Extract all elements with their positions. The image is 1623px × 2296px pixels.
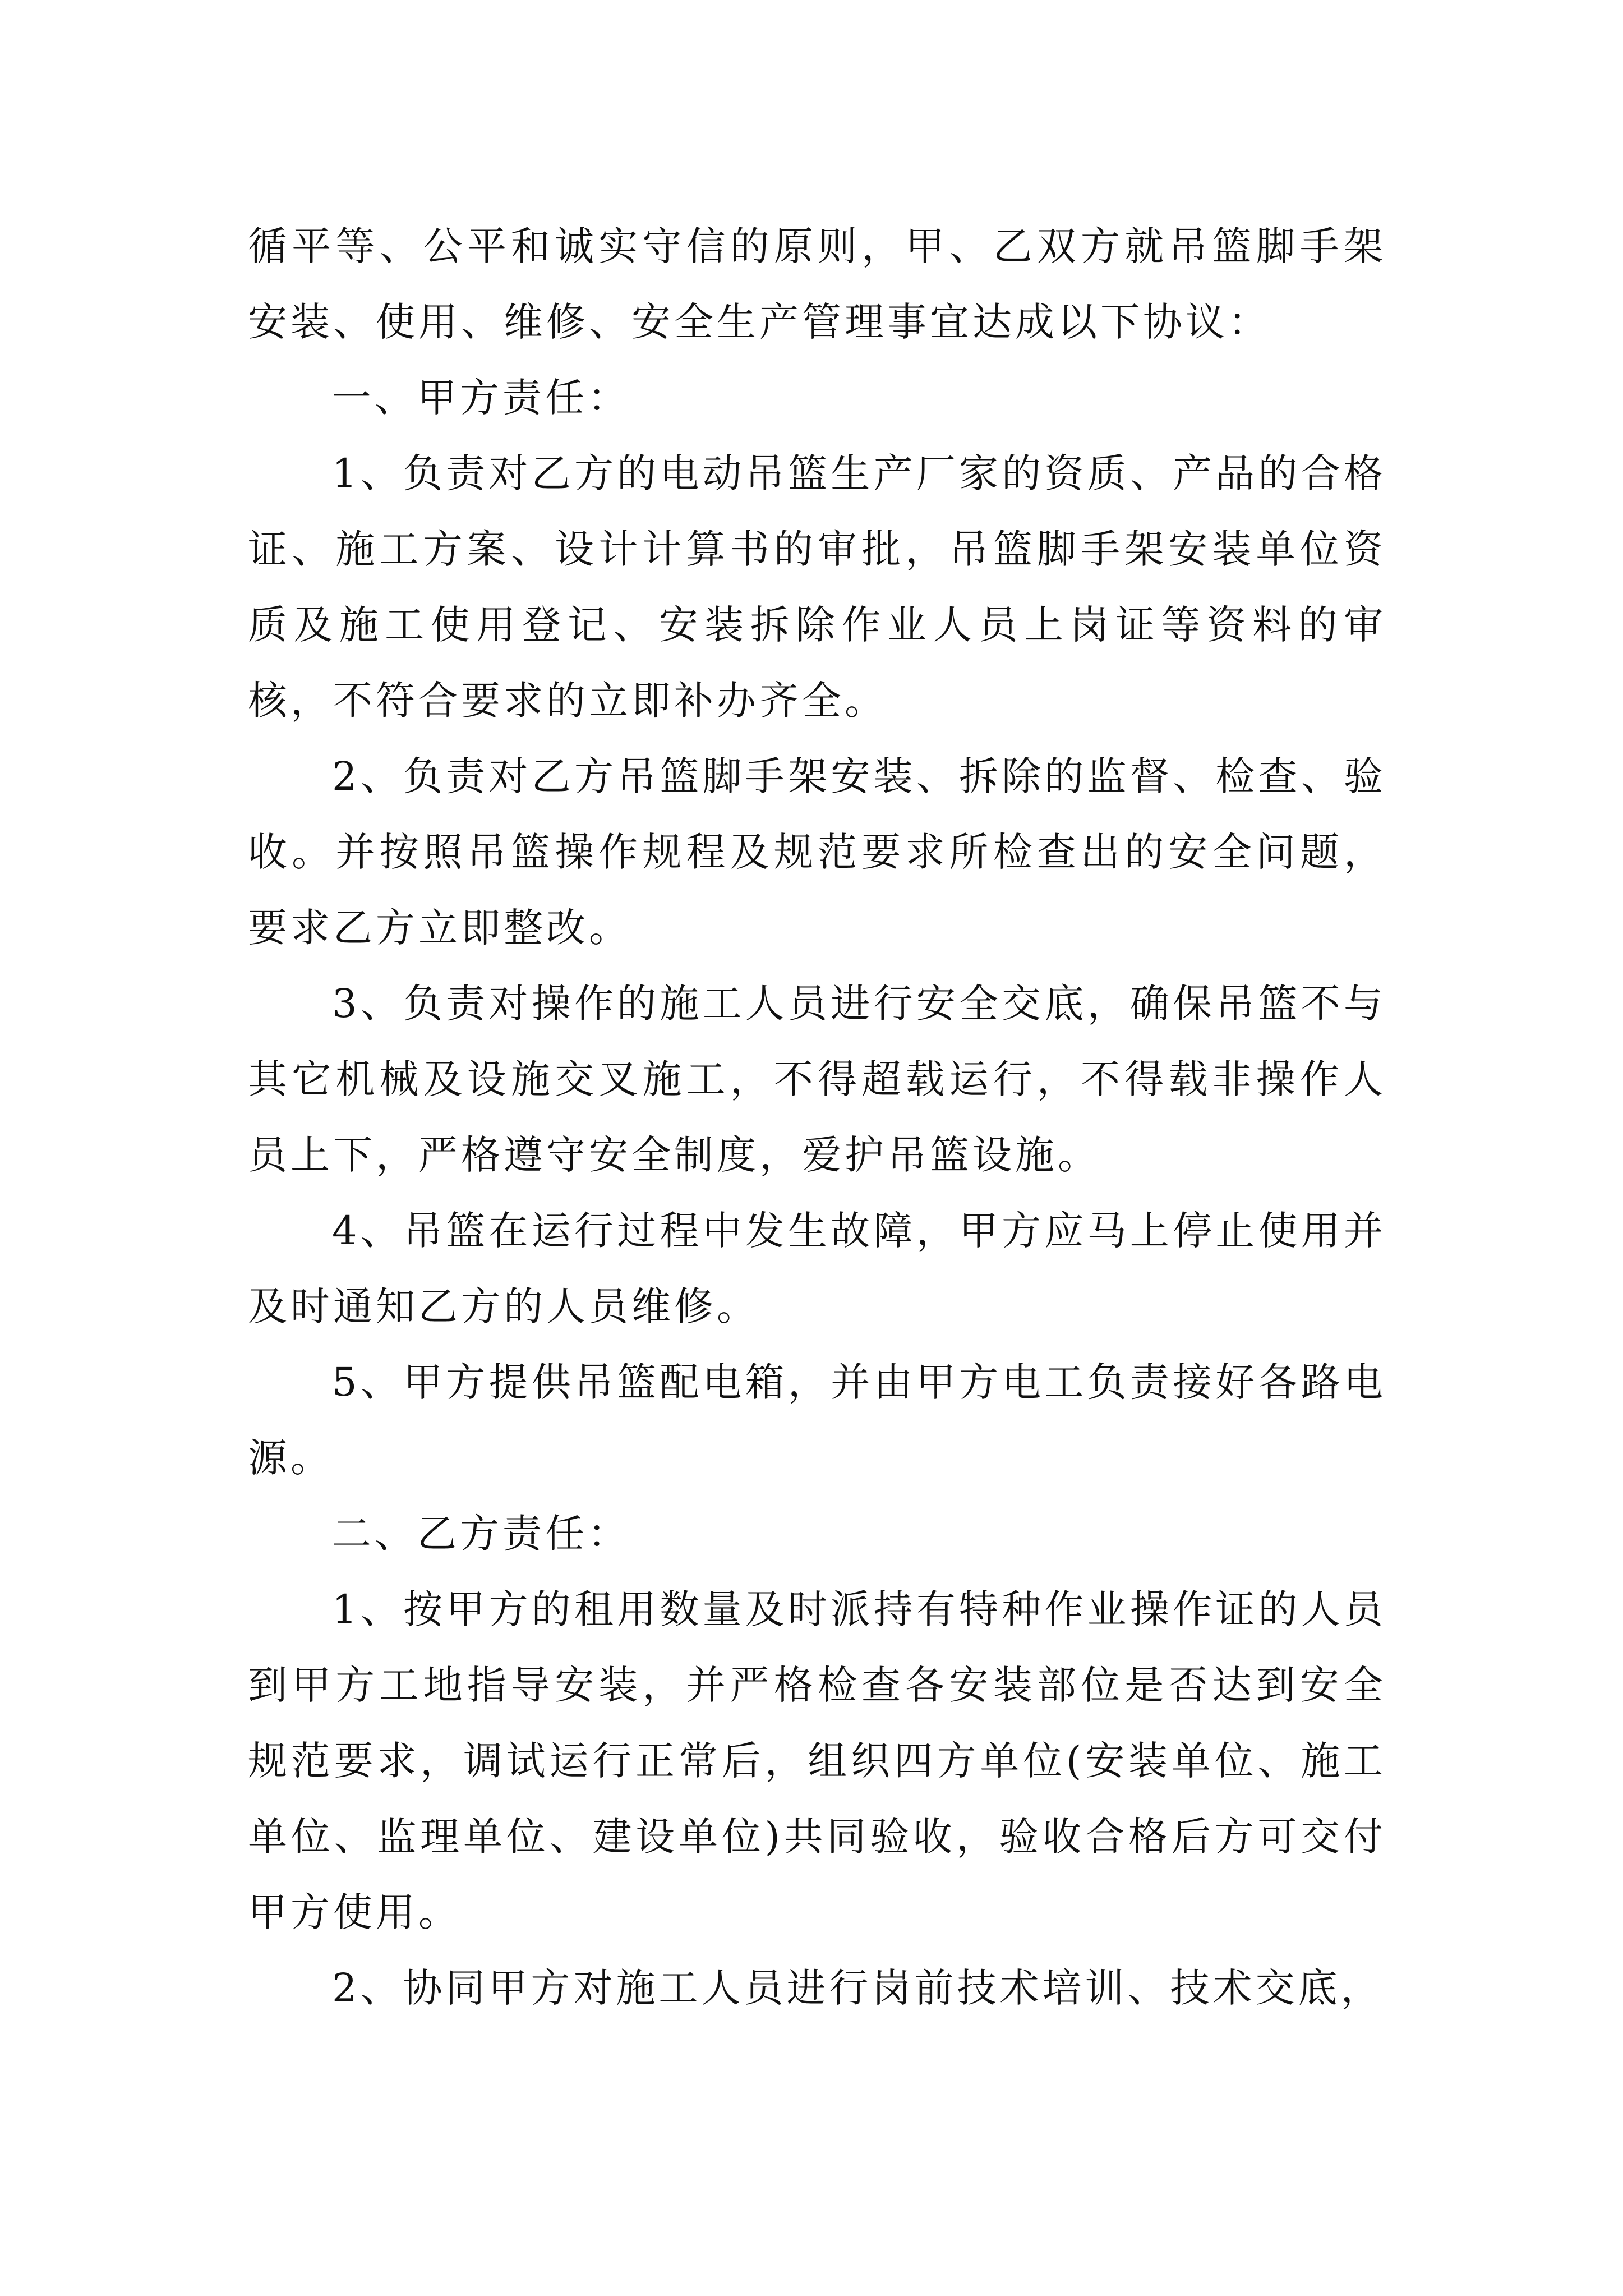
party-a-item-1: 1、负责对乙方的电动吊篮生产厂家的资质、产品的合格证、施工方案、设计计算书的审批，吊篮脚手架安装单位资质及施工使用登记、安装拆除作业人员上岗证等资料的审核，不符合要求的立即补办齐全。	[248, 450, 1386, 724]
party-a-item-5: 5、甲方提供吊篮配电箱，并由甲方电工负责接好各路电源。	[248, 1359, 1386, 1481]
party-a-item-4: 4、吊篮在运行过程中发生故障，甲方应马上停止使用并及时通知乙方的人员维修。	[248, 1208, 1386, 1329]
section-heading-party-b: 二、乙方责任：	[332, 1511, 630, 1557]
party-a-item-2: 2、负责对乙方吊篮脚手架安装、拆除的监督、检查、验收。并按照吊篮操作规程及规范要求所检查出的安全问题，要求乙方立即整改。	[248, 753, 1386, 951]
document-body	[248, 209, 1386, 2026]
party-b-item-1: 1、按甲方的租用数量及时派持有特种作业操作证的人员到甲方工地指导安装，并严格检查各安装部位是否达到安全规范要求，调试运行正常后，组织四方单位(安装单位、施工单位、监理单位、建设单位)共同验收，验收合格后方可交付甲方使用。	[248, 1586, 1386, 1935]
paragraph-intro-continuation: 循平等、公平和诚实守信的原则，甲、乙双方就吊篮脚手架安装、使用、维修、安全生产管理事宜达成以下协议：	[248, 223, 1386, 345]
party-a-item-3: 3、负责对操作的施工人员进行安全交底，确保吊篮不与其它机械及设施交叉施工，不得超载运行，不得载非操作人员上下，严格遵守安全制度，爱护吊篮设施。	[248, 981, 1386, 1178]
party-b-item-2: 2、协同甲方对施工人员进行岗前技术培训、技术交底，	[332, 1965, 1384, 2011]
section-heading-party-a: 一、甲方责任：	[332, 375, 630, 421]
